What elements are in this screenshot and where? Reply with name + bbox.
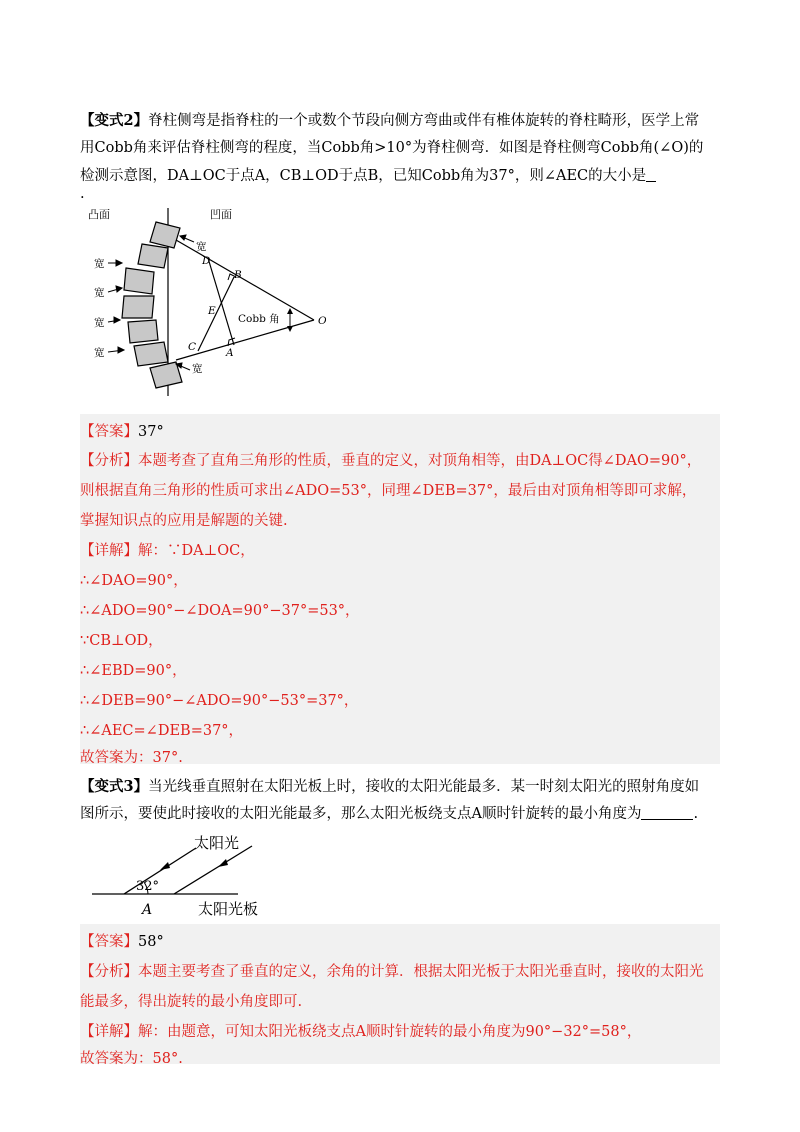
answer-blank (641, 805, 693, 820)
svg-text:O: O (318, 315, 327, 327)
svg-text:宽: 宽 (94, 347, 105, 359)
sunlight-label: 太阳光 (194, 834, 240, 852)
svg-text:B: B (234, 269, 242, 281)
q2-detail-2: ∴∠ADO=90°−∠DOA=90°−37°=53°， (80, 603, 360, 619)
q3-line2: 图所示，要使此时接收的太阳光能最多，那么太阳光板绕支点A顺时针旋转的最小角度为 . (80, 806, 699, 822)
svg-text:宽: 宽 (192, 363, 203, 375)
q2-line1: 【变式2】脊柱侧弯是指脊柱的一个或数个节段向侧方弯曲或伴有椎体旋转的脊柱畸形，医学上常 (80, 112, 700, 129)
concave-label: 凹面 (210, 208, 232, 221)
q2-detail-7: 故答案为：37°. (80, 750, 183, 766)
q3-tag: 【变式3】 (80, 778, 149, 795)
svg-text:宽: 宽 (94, 287, 105, 299)
q3-answer: 【答案】58° (80, 934, 164, 950)
convex-label: 凸面 (88, 208, 110, 221)
q3-detail-2: 故答案为：58°. (80, 1051, 183, 1067)
svg-text:A: A (226, 347, 234, 359)
svg-text:宽: 宽 (94, 258, 105, 270)
q2-detail-3: ∵CB⊥OD， (80, 633, 163, 649)
q2-line4: . (80, 186, 85, 202)
cobb-label: Cobb 角 (238, 313, 280, 325)
q2-detail-4: ∴∠EBD=90°， (80, 663, 187, 679)
q2-detail-1: ∴∠DAO=90°， (80, 573, 188, 589)
q2-analysis-2: 则根据直角三角形的性质可求出∠ADO=53°，同理∠DEB=37°，最后由对顶角相等即可求解， (80, 483, 697, 499)
q2-analysis-1: 【分析】本题考查了直角三角形的性质，垂直的定义，对顶角相等，由DA⊥OC得∠DAO=90°， (80, 453, 702, 469)
cobb-angle-figure (84, 200, 334, 400)
q2-tag: 【变式2】 (80, 112, 149, 129)
q2-line2: 用Cobb角来评估脊柱侧弯的程度，当Cobb角>10°为脊柱侧弯．如图是脊柱侧弯Cobb角(∠O)的 (80, 140, 704, 156)
svg-text:E: E (208, 305, 216, 317)
svg-text:D: D (202, 255, 211, 267)
panel-label: 太阳光板 (198, 900, 259, 918)
q2-line3: 检测示意图，DA⊥OC于点A，CB⊥OD于点B，已知Cobb角为37°，则∠AEC的大小是 (80, 162, 720, 191)
q3-analysis-1: 【分析】本题主要考查了垂直的定义，余角的计算．根据太阳光板于太阳光垂直时，接收的太阳光 (80, 964, 704, 980)
angle-label: 32° (136, 879, 160, 894)
q2-detail-6: ∴∠AEC=∠DEB=37°， (80, 723, 244, 739)
solar-panel-figure (90, 832, 290, 922)
q3-analysis-2: 能最多，得出旋转的最小角度即可. (80, 994, 303, 1010)
q3-detail-1: 【详解】解：由题意，可知太阳光板绕支点A顺时针旋转的最小角度为90°−32°=58°， (80, 1024, 642, 1040)
point-a-label: A (142, 902, 153, 918)
svg-text:C: C (188, 341, 197, 353)
svg-text:宽: 宽 (94, 317, 105, 329)
q2-analysis-3: 掌握知识点的应用是解题的关键. (80, 513, 288, 529)
vertebrae (122, 222, 182, 388)
svg-text:宽: 宽 (196, 241, 207, 253)
q2-answer: 【答案】37° (80, 424, 164, 440)
q2-detail-5: ∴∠DEB=90°−∠ADO=90°−53°=37°， (80, 693, 359, 709)
q3-line1: 【变式3】当光线垂直照射在太阳光板上时，接收的太阳光能最多．某一时刻太阳光的照射角度如 (80, 778, 700, 795)
q2-detail-0: 【详解】解：∵DA⊥OC， (80, 543, 255, 559)
